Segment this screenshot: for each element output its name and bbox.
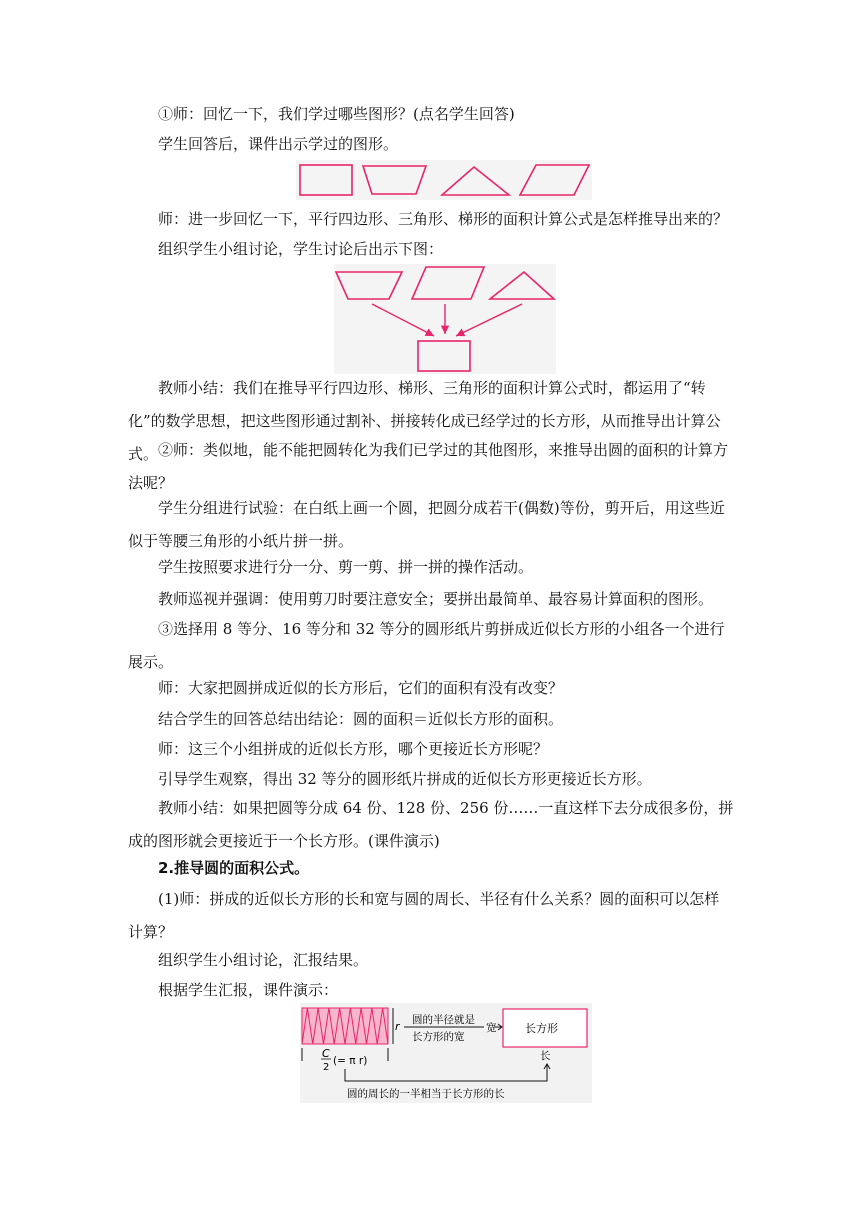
width-word: 宽 [486,1022,497,1034]
paragraph: 学生分组进行试验：在白纸上画一个圆，把圆分成若干(偶数)等份，剪开后，用这些近似于等腰三角形的小纸片拼一拼。 [128,499,725,550]
paragraph: 教师小结：我们在推导平行四边形、梯形、三角形的面积计算公式时，都运用了“转化”的数学思想，把这些图形通过割补、拼接转化成已经学过的长方形，从而推导出计算公式。 [128,379,721,463]
pi-r-label: (= π r) [333,1055,368,1067]
bottom-note: 圆的周长的一半相当于长方形的长 [347,1088,505,1100]
fraction-denominator: 2 [323,1062,330,1073]
shapes-figure [296,160,592,200]
section-heading: 2.推导圆的面积公式。 [158,859,310,877]
paragraph: 教师巡视并强调：使用剪刀时要注意安全；要拼出最简单、最容易计算面积的图形。 [158,590,714,608]
conversion-figure [334,264,556,374]
paragraph: (1)师：拼成的近似长方形的长和宽与圆的周长、半径有什么关系？圆的面积可以怎样计算？ [128,890,720,941]
paragraph: 师：进一步回忆一下，平行四边形、三角形、梯形的面积计算公式是怎样推导出来的？ [158,210,729,228]
radius-label: r [395,1020,400,1033]
paragraph: 师：这三个小组拼成的近似长方形，哪个更接近长方形呢？ [158,740,549,758]
paragraph: 根据学生汇报，课件演示： [158,981,339,999]
circle-area-derivation-figure [300,1003,592,1103]
paragraph: 组织学生小组讨论，学生讨论后出示下图： [158,240,444,258]
paragraph: 学生回答后，课件出示学过的图形。 [158,135,399,153]
fraction-numerator: C [322,1047,330,1060]
paragraph: 引导学生观察，得出 32 等分的圆形纸片拼成的近似长方形更接近长方形。 [158,770,652,788]
width-note-line1: 圆的半径就是 [412,1014,475,1026]
paragraph: ③选择用 8 等分、16 等分和 32 等分的圆形纸片剪拼成近似长方形的小组各一个进行展示。 [128,620,725,671]
paragraph: ②师：类似地，能不能把圆转化为我们已学过的其他图形，来推导出圆的面积的计算方法呢？ [128,441,729,492]
paragraph: 师：大家把圆拼成近似的长方形后，它们的面积有没有改变？ [158,679,564,697]
paragraph: ①师：回忆一下，我们学过哪些图形？(点名学生回答) [158,105,515,123]
paragraph: 教师小结：如果把圆等分成 64 份、128 份、256 份……一直这样下去分成很多份，拼成的图形就会更接近于一个长方形。(课件演示) [128,799,734,850]
paragraph: 组织学生小组讨论，汇报结果。 [158,951,369,969]
rectangle-label: 长方形 [525,1022,558,1035]
sector-strip [302,1008,388,1044]
paragraph: 学生按照要求进行分一分、剪一剪、拼一拼的操作活动。 [158,558,534,576]
width-note-line2: 长方形的宽 [412,1031,465,1043]
paragraph: 结合学生的回答总结出结论：圆的面积＝近似长方形的面积。 [158,710,564,728]
length-word: 长 [540,1050,551,1062]
